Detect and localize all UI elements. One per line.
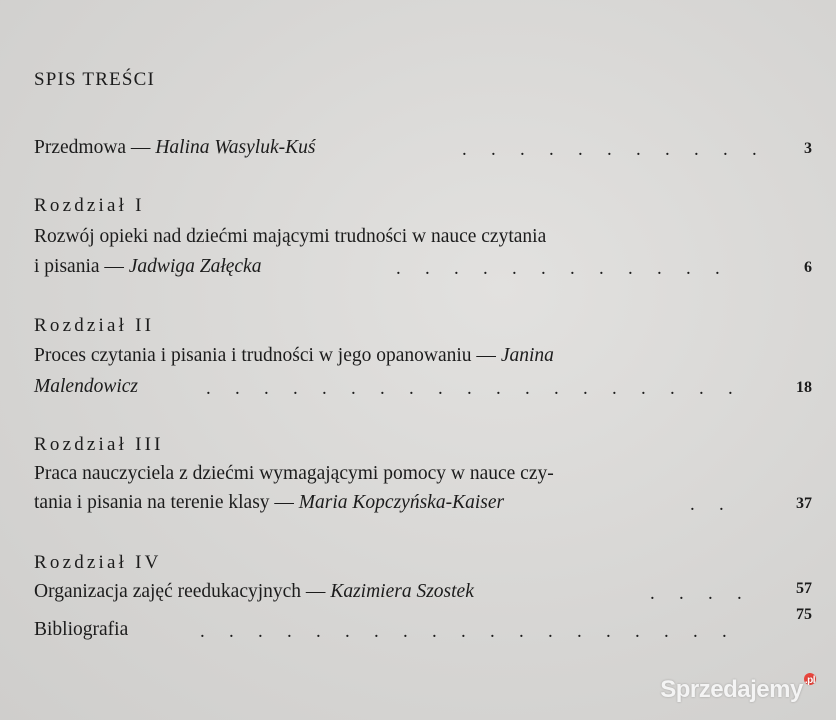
page-number: 18 bbox=[796, 379, 812, 396]
toc-entry-line1 bbox=[34, 346, 554, 366]
chapter-heading: Rozdział III bbox=[34, 434, 164, 455]
watermark-logo bbox=[660, 676, 826, 704]
dot-leader: . . . . . . . . . . . bbox=[462, 140, 757, 160]
entry-title: Bibliografia bbox=[34, 619, 129, 640]
entry-title: Przedmowa — bbox=[34, 137, 151, 158]
entry-title: Proces czytania i pisania i trudności w jego opanowaniu — bbox=[34, 345, 496, 366]
dot-leader: . . bbox=[690, 495, 724, 515]
chapter-heading: Rozdział IV bbox=[34, 552, 162, 573]
dot-leader: . . . . bbox=[650, 584, 742, 604]
entry-title-cont: tania i pisania na terenie klasy — bbox=[34, 492, 294, 513]
toc-entry-foreword bbox=[34, 138, 315, 158]
entry-author: Jadwiga Załęcka bbox=[128, 256, 262, 277]
entry-author: Janina bbox=[500, 345, 554, 366]
toc-entry-line2 bbox=[34, 493, 504, 513]
toc-entry-line1 bbox=[34, 582, 474, 602]
page-number: 6 bbox=[804, 259, 812, 276]
entry-title: Praca nauczyciela z dziećmi wymagającymi pomocy w nauce czy- bbox=[34, 463, 554, 484]
entry-title-cont: i pisania — bbox=[34, 256, 124, 277]
watermark-text: Sprzedajemy bbox=[660, 676, 803, 703]
dot-leader: . . . . . . . . . . . . bbox=[396, 259, 720, 279]
entry-title: Organizacja zajęć reedukacyjnych — bbox=[34, 581, 326, 602]
dot-leader: . . . . . . . . . . . . . . . . . . . bbox=[200, 622, 727, 642]
entry-author: Malendowicz bbox=[34, 376, 138, 397]
toc-title: SPIS TREŚCI bbox=[34, 69, 156, 90]
watermark-suffix: .pl bbox=[804, 675, 815, 686]
toc-entry-line2 bbox=[34, 257, 261, 277]
page-number: 3 bbox=[804, 140, 812, 157]
entry-title: Rozwój opieki nad dziećmi mającymi trudności w nauce czytania bbox=[34, 226, 547, 247]
entry-author: Kazimiera Szostek bbox=[330, 581, 474, 602]
chapter-heading: Rozdział I bbox=[34, 195, 145, 216]
dot-leader: . . . . . . . . . . . . . . . . . . . bbox=[206, 379, 733, 399]
page-number: 57 bbox=[796, 580, 812, 597]
page-number: 37 bbox=[796, 495, 812, 512]
page-number: 75 bbox=[796, 606, 812, 623]
entry-author: Maria Kopczyńska-Kaiser bbox=[298, 492, 505, 513]
entry-author: Halina Wasyluk-Kuś bbox=[155, 137, 316, 158]
chapter-heading: Rozdział II bbox=[34, 315, 155, 336]
